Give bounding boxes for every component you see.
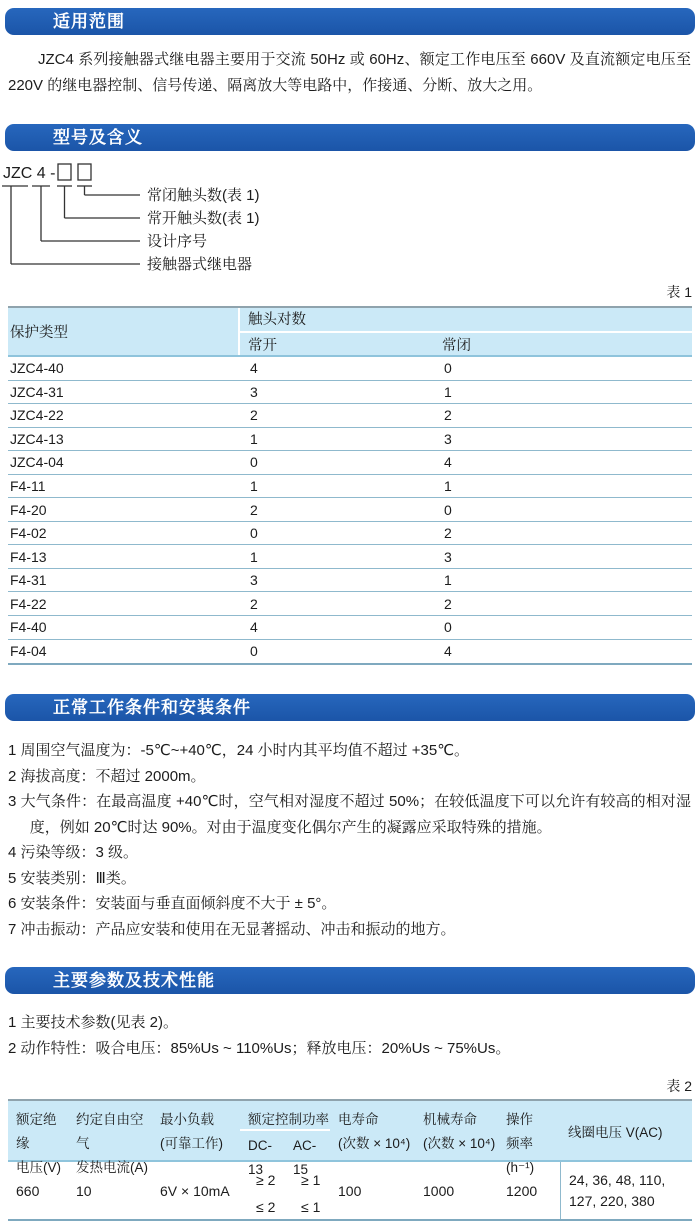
cell-nc: 4: [444, 454, 452, 471]
cell-nc: 1: [444, 478, 452, 494]
cell-type: JZC4-31: [10, 383, 64, 400]
col-header-contact-pairs: 触头对数: [240, 308, 692, 333]
section-header-params: [5, 967, 695, 994]
table-row: [8, 475, 692, 499]
cell-no: 2: [250, 407, 258, 424]
model-box-nc: [78, 164, 91, 180]
col-header-electrical-life: 电寿命 (次数 × 10⁴): [338, 1112, 411, 1152]
model-designation-diagram: [0, 156, 700, 280]
cell-nc: 2: [444, 595, 452, 612]
section-title: 正常工作条件和安装条件: [53, 698, 251, 718]
list-item: 4 污染等级：3 级。: [8, 844, 139, 862]
model-box-no: [58, 164, 71, 180]
col-header-coil-voltage: 线圈电压 V(AC): [568, 1124, 663, 1140]
cell-nc: 2: [444, 525, 452, 542]
cell-type: JZC4-04: [10, 454, 64, 471]
cell-type: F4-04: [10, 643, 47, 660]
col-header-dc13: DC-13: [248, 1138, 272, 1178]
table-row: [8, 592, 692, 616]
cell-type: JZC4-13: [10, 430, 64, 447]
cell-thermal-current: 10: [76, 1182, 92, 1199]
cell-no: 0: [250, 643, 258, 660]
cell-dc13: ≥ 2 ≤ 2: [256, 1172, 276, 1216]
section-title: 型号及含义: [53, 128, 143, 147]
list-item: 2 海拔高度：不超过 2000m。: [8, 767, 206, 785]
cell-ac15: ≥ 1 ≤ 1: [301, 1172, 321, 1216]
col-header-thermal-current: 约定自由空气 发热电流(A): [76, 1112, 148, 1176]
cell-nc: 1: [444, 572, 452, 589]
col-header-ac15: AC-15: [293, 1138, 317, 1178]
col-header-mechanical-life: 机械寿命 (次数 × 10⁴): [423, 1112, 496, 1152]
list-item: 3 大气条件：在最高温度 +40℃时，空气相对湿度不超过 50%；在较低温度下可以允许有较高的相对湿度，例如 20℃时达 90%。对由于温度变化偶尔产生的凝露应采取特殊的措施。: [8, 793, 691, 836]
list-item: 2 动作特性：吸合电压：85%Us ~ 110%Us；释放电压：20%Us ~ 75%Us。: [8, 1040, 511, 1058]
section-header-conditions: [5, 694, 695, 721]
col-header-protection-type: 保护类型: [8, 308, 240, 355]
cell-type: F4-02: [10, 525, 47, 542]
table1-header-right: [240, 308, 692, 355]
cell-type: F4-13: [10, 548, 47, 565]
intro-paragraph: JZC4 系列接触器式继电器主要用于交流 50Hz 或 60Hz、额定工作电压至 660V 及直流额定电压至 220V 的继电器控制、信号传递、隔离放大等电路中，作接通、分断、放大之用。: [8, 51, 691, 94]
contact-pairs-table: [8, 306, 692, 665]
table-row: [8, 498, 692, 522]
cell-nc: 0: [444, 619, 452, 636]
section-title: 主要参数及技术性能: [53, 971, 215, 991]
table-row: [8, 640, 692, 664]
cell-no: 3: [250, 383, 258, 400]
cell-nc: 2: [444, 407, 452, 424]
table2-header: [8, 1101, 692, 1178]
cell-nc: 4: [444, 643, 452, 660]
cell-electrical-life: 100: [338, 1182, 362, 1199]
cell-no: 4: [250, 360, 258, 377]
cell-type: JZC4-40: [10, 360, 64, 377]
model-diagram-svg: [0, 156, 700, 280]
technical-parameters-table: [8, 1099, 692, 1221]
list-item: 7 冲击振动：产品应安装和使用在无显著摇动、冲击和振动的地方。: [8, 920, 456, 938]
datasheet-page: [0, 8, 700, 1216]
table-row: [8, 1162, 692, 1219]
cell-mechanical-life: 1000: [423, 1182, 455, 1199]
params-list: [8, 1010, 691, 1062]
table-row: [8, 428, 692, 452]
cell-control-power: [240, 1162, 330, 1219]
table-row: [8, 522, 692, 546]
table2-tag: 表 2: [666, 1078, 692, 1095]
table-row: [8, 569, 692, 593]
cell-no: 2: [250, 501, 258, 518]
col-header-operating-frequency: 操作 频率(h⁻¹): [506, 1112, 535, 1176]
table-row: [8, 616, 692, 640]
col-header-rated-insulation-voltage: 额定绝缘 电压(V): [16, 1112, 61, 1176]
cell-no: 1: [250, 478, 258, 494]
diagram-connector-lines: [2, 186, 140, 264]
cell-type: JZC4-22: [10, 407, 64, 424]
cell-no: 1: [250, 430, 258, 447]
cell-operating-frequency: 1200: [506, 1182, 538, 1199]
cell-type: F4-40: [10, 619, 47, 636]
cell-no: 0: [250, 454, 258, 471]
cell-nc: 0: [444, 360, 452, 377]
diagram-label-design: 设计序号: [147, 233, 208, 250]
cell-nc: 3: [444, 430, 452, 447]
list-item: 1 主要技术参数(见表 2)。: [8, 1014, 179, 1032]
table-row: [8, 404, 692, 428]
cell-type: F4-20: [10, 501, 47, 518]
diagram-label-nc: 常闭触头数(表 1): [147, 187, 260, 204]
cell-min-load: 6V × 10mA: [160, 1182, 230, 1199]
cell-no: 4: [250, 619, 258, 636]
cell-nc: 0: [444, 501, 452, 518]
cell-rated-insulation-voltage: 660: [16, 1182, 40, 1199]
table1-tag: 表 1: [666, 284, 692, 300]
cell-no: 2: [250, 595, 258, 612]
cell-type: F4-11: [10, 478, 46, 494]
cell-coil-voltage: 24, 36, 48, 110, 127, 220, 380: [560, 1162, 692, 1219]
list-item: 6 安装条件：安装面与垂直面倾斜度不大于 ± 5°。: [8, 895, 337, 913]
col-header-normally-open: 常开: [248, 337, 277, 354]
table-row: [8, 357, 692, 381]
section-title: 适用范围: [53, 12, 125, 31]
list-item: 1 周围空气温度为：-5℃~+40℃，24 小时内其平均值不超过 +35℃。: [8, 742, 470, 760]
list-item: 5 安装类别：Ⅲ类。: [8, 869, 136, 887]
cell-nc: 3: [444, 548, 452, 565]
col-header-rated-control-power: 额定控制功率 DC-13 AC-15: [240, 1101, 330, 1160]
table-row: [8, 545, 692, 569]
model-code-text: JZC 4 -: [3, 165, 56, 182]
cell-type: F4-31: [10, 572, 47, 589]
table-row: [8, 451, 692, 475]
section-header-scope: [5, 8, 695, 35]
cell-no: 0: [250, 525, 258, 542]
diagram-label-relay: 接触器式继电器: [147, 256, 253, 273]
cell-no: 1: [250, 548, 258, 565]
conditions-list: [8, 738, 691, 942]
cell-no: 3: [250, 572, 258, 589]
cell-nc: 1: [444, 383, 452, 400]
cell-type: F4-22: [10, 595, 47, 612]
col-header-min-load: 最小负载 (可靠工作): [160, 1112, 223, 1152]
table1-header: [8, 308, 692, 357]
diagram-label-no: 常开触头数(表 1): [147, 210, 260, 227]
table1-subheader: [240, 333, 692, 355]
section-header-model: [5, 124, 695, 151]
col-header-normally-closed: 常闭: [442, 337, 471, 354]
table-row: [8, 381, 692, 405]
